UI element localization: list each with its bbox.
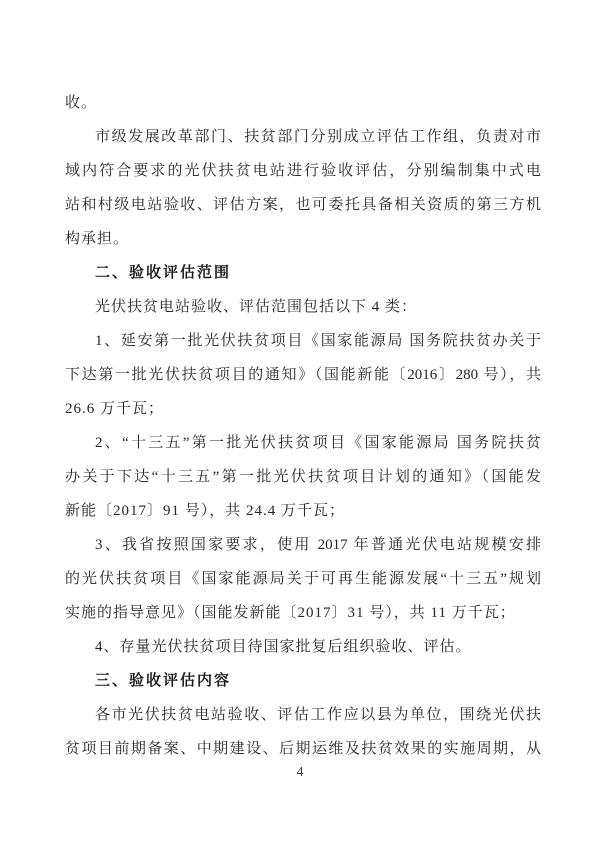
document-line: 的光伏扶贫项目《国家能源局关于可再生能源发展“十三五”规划: [65, 571, 541, 587]
document-line: 各市光伏扶贫电站验收、评估工作应以县为单位，围绕光伏扶: [95, 707, 541, 723]
document-line: 站和村级电站验收、评估方案，也可委托具备相关资质的第三方机: [65, 197, 541, 213]
document-line: 市级发展改革部门、扶贫部门分别成立评估工作组，负责对市: [95, 129, 541, 145]
document-line: 1、延安第一批光伏扶贫项目《国家能源局 国务院扶贫办关于: [95, 333, 541, 349]
document-line: 构承担。: [65, 231, 130, 247]
document-line: 实施的指导意见》（国能发新能〔2017〕31 号），共 11 万千瓦；: [65, 605, 516, 621]
document-body: [65, 86, 541, 766]
document-line: 新能〔2017〕91 号），共 24.4 万千瓦；: [65, 503, 346, 519]
document-line: 贫项目前期备案、中期建设、后期运维及扶贫效果的实施周期，从: [65, 741, 541, 757]
document-line: 26.6 万千瓦；: [65, 401, 165, 417]
document-line: 下达第一批光伏扶贫项目的通知》（国能新能〔2016〕280 号），共: [65, 367, 541, 383]
document-line: 域内符合要求的光伏扶贫电站进行验收评估，分别编制集中式电: [65, 163, 541, 179]
document-line: 光伏扶贫电站验收、评估范围包括以下 4 类：: [95, 299, 418, 315]
document-line: 办关于下达“十三五”第一批光伏扶贫项目计划的通知》（国能发: [65, 469, 541, 485]
page-number: 4: [296, 765, 304, 780]
section-3-heading: 三、验收评估内容: [95, 672, 232, 689]
document-line: 3、我省按照国家要求，使用 2017 年普通光伏电站规模安排: [95, 537, 541, 553]
document-line: 收。: [65, 95, 98, 111]
document-line: 4、存量光伏扶贫项目待国家批复后组织验收、评估。: [95, 639, 472, 655]
document-line: 2、“十三五”第一批光伏扶贫项目《国家能源局 国务院扶贫: [95, 435, 541, 451]
section-2-heading: 二、验收评估范围: [95, 264, 232, 281]
